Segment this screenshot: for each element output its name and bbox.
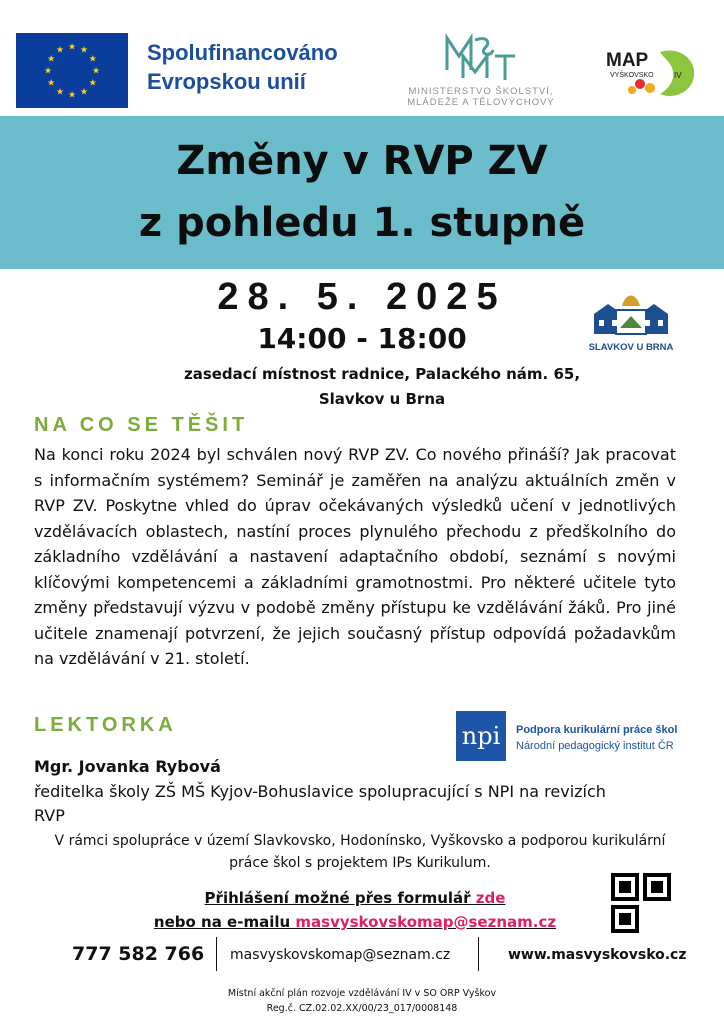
- about-paragraph: Na konci roku 2024 byl schválen nový RVP ZV. Co nového přináší? Jak pracovat s informačním systémem? Seminář je zaměřen na analýzu aktuálních změn v RVP ZV. Poskytne vhled do úprav očekávaných výsledků učení v jednotlivých vzdělávacích oblastech, nastíní proces plynulého přechodu z předškolního do základního vzdělávání a nastavení adaptačního období, seznámí s novými klíčovými kompetencemi a základními gramotnostmi. Pro některé učitele tyto změny představují výzvu v podobě změny přístupu ke vzdělávání žáků. Pro jiné učitele znamenají potvrzení, že jejich současný přístup odpovídá požadavkům na vzdělávání v 21. století.: [34, 445, 676, 668]
- msmt-name-line2: MLÁDEŽE A TĚLOVÝCHOVY: [407, 97, 555, 108]
- qr-code[interactable]: [611, 873, 671, 933]
- eu-star-icon: ★: [88, 78, 97, 89]
- registration-form-text: Přihlášení možné přes formulář: [204, 889, 476, 907]
- eu-star-icon: ★: [67, 90, 77, 101]
- page-title-line2: z pohledu 1. stupně: [138, 200, 586, 246]
- msmt-emblem-icon: [441, 30, 521, 86]
- registration-email-text: nebo na e-mailu: [153, 913, 296, 931]
- slavkov-logo-label: SLAVKOV U BRNA: [588, 342, 674, 353]
- contact-divider: [478, 937, 479, 971]
- eu-star-icon: ★: [55, 45, 65, 56]
- contact-divider: [216, 937, 217, 971]
- map-logo-num: IV: [674, 71, 682, 80]
- cooperation-note: V rámci spolupráce v území Slavkovsko, Hodonínsko, Vyškovsko a podporou kurikulární práce škol s projektem IPs Kurikulum.: [54, 833, 666, 871]
- eu-star-icon: ★: [43, 66, 53, 77]
- eu-stars-icon: [16, 33, 128, 108]
- event-venue: [0, 362, 724, 412]
- eu-star-icon: ★: [47, 54, 56, 65]
- npi-title: Podpora kurikulární práce škol: [516, 724, 678, 736]
- footer-project-name: Místní akční plán rozvoje vzdělávání IV v SO ORP Vyškov: [227, 988, 497, 999]
- npi-logo: [456, 711, 686, 761]
- msmt-logo: [396, 30, 566, 110]
- eu-star-icon: ★: [79, 45, 89, 56]
- eu-star-icon: ★: [47, 78, 56, 89]
- slavkov-town-logo: [586, 288, 676, 354]
- event-date: 28. 5. 2025: [217, 276, 507, 318]
- about-heading: NA CO SE TĚŠIT: [34, 414, 249, 436]
- event-time: 14:00 - 18:00: [257, 322, 467, 355]
- qr-code-icon: [611, 873, 671, 933]
- contact-email[interactable]: masvyskovskomap@seznam.cz: [230, 947, 451, 963]
- eu-star-icon: ★: [67, 42, 77, 53]
- map-logo-text: MAP: [606, 50, 649, 71]
- eu-star-icon: ★: [91, 66, 101, 77]
- map-logo-sub: VYŠKOVSKO: [610, 72, 654, 79]
- contact-website[interactable]: www.masvyskovsko.cz: [508, 947, 687, 963]
- msmt-name-line1: MINISTERSTVO ŠKOLSTVÍ,: [408, 86, 554, 97]
- eu-text-line1: Spolufinancováno: [147, 40, 338, 65]
- map-vyskovsko-logo: [600, 44, 698, 102]
- lector-description: ředitelka školy ZŠ MŠ Kyjov-Bohuslavice spolupracující s NPI na revizích RVP: [34, 782, 606, 825]
- footer-reg-number: Reg.č. CZ.02.02.XX/00/23_017/0008148: [266, 1003, 458, 1014]
- contact-phone[interactable]: 777 582 766: [72, 943, 205, 965]
- eu-flag-logo: [16, 33, 128, 108]
- registration-form-link[interactable]: zde: [475, 889, 506, 907]
- title-banner: [0, 116, 724, 269]
- venue-line1: zasedací místnost radnice, Palackého nám. 65,: [183, 365, 581, 383]
- page-title-line1: Změny v RVP ZV: [176, 138, 548, 184]
- lector-name: Mgr. Jovanka Rybová: [34, 757, 221, 776]
- registration-email-link[interactable]: masvyskovskomap@seznam.cz: [295, 913, 557, 931]
- npi-subtitle: Národní pedagogický institut ČR: [516, 740, 674, 752]
- eu-star-icon: ★: [55, 87, 65, 98]
- slavkov-castle-icon: [586, 288, 676, 338]
- registration-form-line: [90, 889, 620, 907]
- eu-text-line2: Evropskou unií: [147, 69, 306, 94]
- venue-line2: Slavkov u Brna: [318, 390, 446, 408]
- map-hand-icon: [600, 44, 698, 102]
- eu-cofinanced-text: [147, 38, 338, 96]
- lector-heading: LEKTORKA: [34, 714, 177, 736]
- registration-email-line: [90, 913, 620, 931]
- npi-logo-box: npi: [456, 711, 506, 761]
- eu-star-icon: ★: [88, 54, 97, 65]
- eu-star-icon: ★: [79, 87, 89, 98]
